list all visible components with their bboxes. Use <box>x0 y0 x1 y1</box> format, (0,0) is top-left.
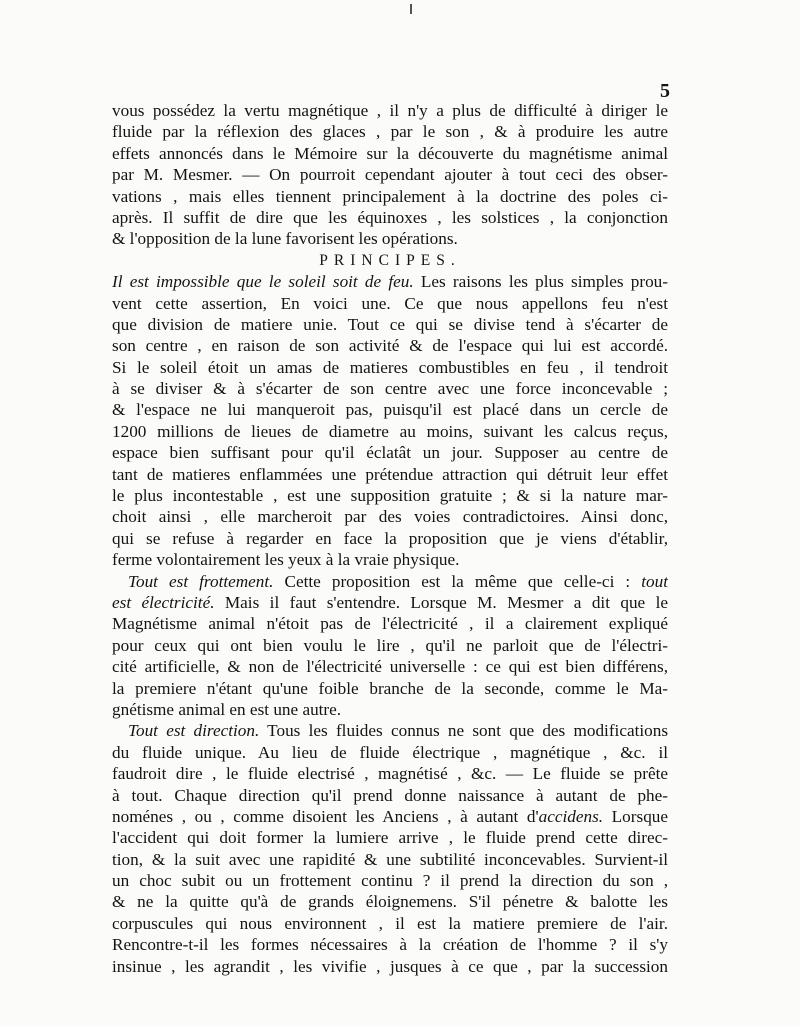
text-line <box>112 442 668 463</box>
text-line <box>112 549 668 570</box>
text-line <box>112 421 668 442</box>
text-line <box>112 464 668 485</box>
text-span: par M. Mesmer. — On pourroit cependant ajouter à tout ceci des obser- <box>112 165 668 185</box>
text-span: & l'opposition de la lune favorisent les opérations. <box>112 229 458 249</box>
text-span: Tous les fluides connus ne sont que des modifications <box>259 721 668 741</box>
text-span: corpuscules qui nous environnent , il est la matiere premiere de l'air. <box>112 913 668 933</box>
text-line <box>112 913 668 934</box>
italic-text: Tout est frottement. <box>128 571 274 591</box>
text-line <box>112 571 668 592</box>
text-line <box>112 528 668 549</box>
text-span: Lorsque <box>603 806 668 826</box>
text-span: Magnétisme animal n'étoit pas de l'électricité , il a clairement expliqué <box>112 614 668 634</box>
page-mark <box>410 4 412 14</box>
text-line <box>112 849 668 870</box>
text-span: cité artificielle, & non de l'électricité universelle : ce qui est bien différens, <box>112 657 668 677</box>
text-span: à tout. Chaque direction qu'il prend donne naissance à autant de phe- <box>112 785 668 805</box>
text-line <box>112 293 668 314</box>
text-span: & ne la quitte qu'à de grands éloignemens. S'il pénetre & balotte les <box>112 892 668 912</box>
page-number: 5 <box>660 80 670 102</box>
text-line <box>112 742 668 763</box>
text-span: ferme volontairement les yeux à la vraie physique. <box>112 550 460 570</box>
text-line <box>112 186 668 207</box>
text-line <box>112 399 668 420</box>
text-line <box>112 956 668 977</box>
section-heading <box>112 250 668 271</box>
text-line <box>112 827 668 848</box>
text-span: vent cette assertion, En voici une. Ce que nous appellons feu n'est <box>112 293 668 313</box>
text-span: noménes , ou , comme disoient les Anciens , à autant d' <box>112 806 539 826</box>
text-span: la premiere n'étant qu'une foible branche de la seconde, comme le Ma- <box>112 678 668 698</box>
text-line <box>112 271 668 292</box>
text-line <box>112 506 668 527</box>
text-span: 1200 millions de lieues de diametre au moins, suivant les calcus reçus, <box>112 421 668 441</box>
text-span: à se diviser & à s'écarter de son centre avec une force inconcevable ; <box>112 379 668 399</box>
text-span: pour ceux qui ont bien voulu le lire , qu'il ne parloit que de l'électri- <box>112 635 668 655</box>
text-line <box>112 806 668 827</box>
text-line <box>112 164 668 185</box>
text-line <box>112 357 668 378</box>
text-line <box>112 613 668 634</box>
text-line <box>112 314 668 335</box>
text-span: Les raisons les plus simples prou- <box>413 272 668 292</box>
text-line <box>112 763 668 784</box>
text-span: qui se refuse à regarder en face la proposition que je viens d'établir, <box>112 528 668 548</box>
text-span: vous possédez la vertu magnétique , il n'y a plus de difficulté à diriger le <box>112 101 668 120</box>
italic-text: Il est impossible que le soleil soit de feu. <box>112 272 414 292</box>
text-line <box>112 143 668 164</box>
text-span: que division de matiere unie. Tout ce qui se divise tend à s'écarter de <box>112 314 668 334</box>
text-span: PRINCIPES. <box>319 251 461 269</box>
text-span: vations , mais elles tiennent principalement à la doctrine des poles ci- <box>112 186 668 206</box>
text-span: après. Il suffit de dire que les équinoxes , les solstices , la conjonction <box>112 207 668 227</box>
text-line <box>112 335 668 356</box>
text-span: l'accident qui doit former la lumiere arrive , le fluide prend cette direc- <box>112 828 668 848</box>
italic-text: accidens. <box>538 806 604 826</box>
text-line <box>112 785 668 806</box>
text-span: faudroit dire , le fluide electrisé , magnétisé , &c. — Le fluide se prête <box>112 764 668 784</box>
text-span: choit ainsi , elle marcheroit par des voies contradictoires. Ainsi donc, <box>112 507 668 527</box>
text-line <box>112 378 668 399</box>
text-line <box>112 100 668 121</box>
text-span: Si le soleil étoit un amas de matieres combustibles en feu , il tendroit <box>112 357 668 377</box>
text-span: Cette proposition est la même que celle-ci : <box>273 571 642 591</box>
body-text <box>112 100 668 977</box>
italic-text: Tout est direction. <box>128 721 260 741</box>
text-span: son centre , en raison de son activité & de l'espace qui lui est accordé. <box>112 336 668 356</box>
text-span: insinue , les agrandit , les vivifie , jusques à ce que , par la succession <box>112 956 668 976</box>
text-span: fluide par la réflexion des glaces , par le son , & à produire les autre <box>112 122 668 142</box>
text-line <box>112 678 668 699</box>
text-span: Rencontre-t-il les formes nécessaires à la création de l'homme ? il s'y <box>112 935 668 955</box>
text-span: espace bien suffisant pour qu'il éclatât un jour. Supposer au centre de <box>112 443 668 463</box>
text-line <box>112 592 668 613</box>
text-line <box>112 485 668 506</box>
text-line <box>112 720 668 741</box>
italic-text: tout <box>641 571 668 591</box>
text-span: effets annoncés dans le Mémoire sur la découverte du magnétisme animal <box>112 143 668 163</box>
text-span: Mais il faut s'entendre. Lorsque M. Mesmer a dit que le <box>214 592 668 612</box>
text-span: gnétisme animal en est une autre. <box>112 699 342 719</box>
text-line <box>112 228 668 249</box>
text-span: du fluide unique. Au lieu de fluide électrique , magnétique , &c. il <box>112 742 668 762</box>
text-line <box>112 934 668 955</box>
text-line <box>112 121 668 142</box>
text-span: & l'espace ne lui manqueroit pas, puisqu'il est placé dans un cercle de <box>112 400 668 420</box>
text-span: un choc subit ou un frottement continu ? il prend la direction du son , <box>112 871 668 891</box>
text-line <box>112 635 668 656</box>
text-line <box>112 699 668 720</box>
text-span: tant de matieres enflammées une prétendue attraction qui détruit leur effet <box>112 464 668 484</box>
text-span: tion, & la suit avec une rapidité & une subtilité inconcevables. Survient-il <box>112 849 668 869</box>
text-line <box>112 870 668 891</box>
text-line <box>112 207 668 228</box>
text-line <box>112 656 668 677</box>
text-span: le plus incontestable , est une supposition gratuite ; & si la nature mar- <box>112 486 668 506</box>
italic-text: est électricité. <box>112 592 215 612</box>
text-line <box>112 891 668 912</box>
